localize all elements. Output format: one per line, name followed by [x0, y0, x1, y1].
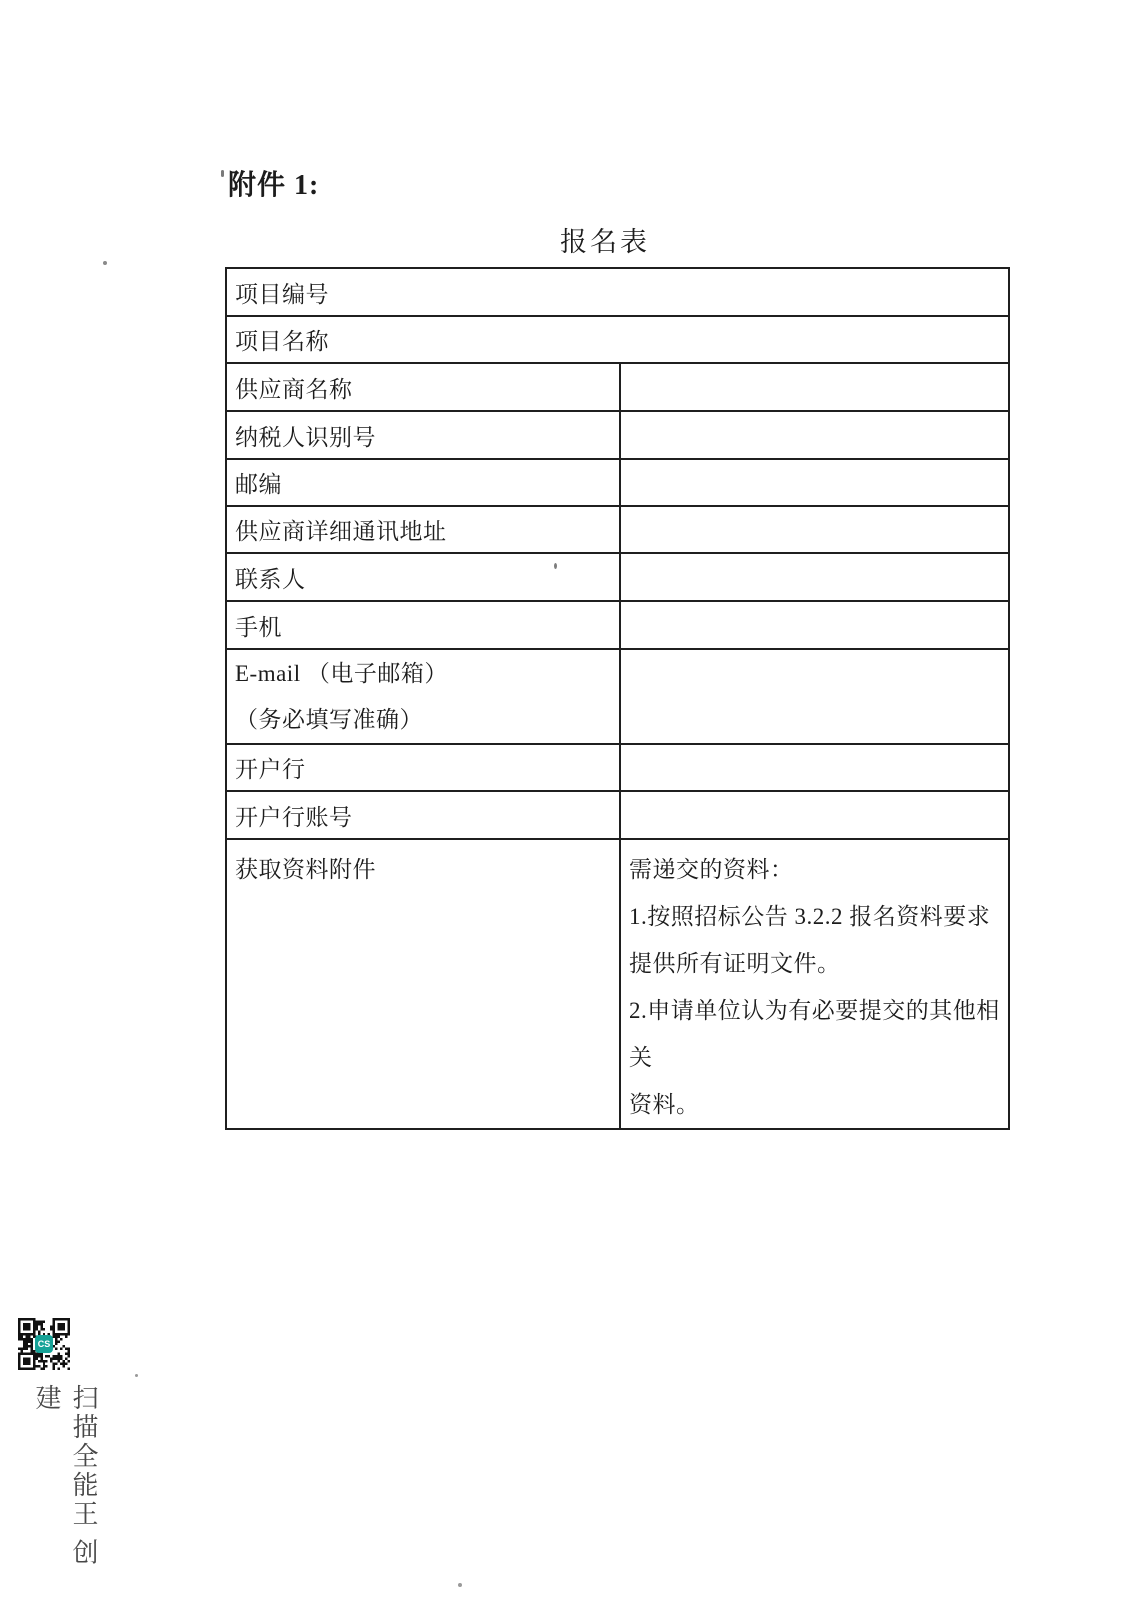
table-row: [226, 553, 1009, 601]
attachment-label: 附件 1:: [228, 170, 320, 201]
row-label: [226, 649, 620, 744]
table-row: [226, 363, 1009, 411]
row-label: 供应商详细通讯地址: [226, 506, 620, 553]
table-row: [226, 316, 1009, 363]
camscanner-caption: 扫描全能王 创建: [32, 1384, 98, 1568]
row-label: 纳税人识别号: [226, 411, 620, 459]
row-label: 开户行账号: [226, 791, 620, 839]
row-label: 供应商名称: [226, 363, 620, 411]
row-label: 联系人: [226, 553, 620, 601]
scan-artifact: [103, 261, 107, 265]
row-value-cell: [620, 459, 1009, 506]
row-value-cell: [620, 649, 1009, 744]
materials-line: 提供所有证明文件。: [629, 951, 841, 976]
materials-line: 2.申请单位认为有必要提交的其他相关: [629, 998, 1000, 1070]
scan-artifact: [135, 1374, 138, 1377]
scan-artifact: [554, 563, 557, 569]
row-label: [226, 839, 620, 1129]
attachment-materials-label: 获取资料附件: [235, 857, 376, 882]
row-value-cell: [620, 411, 1009, 459]
email-label-line2: （务必填写准确）: [235, 706, 423, 732]
table-row: [226, 459, 1009, 506]
table-row: [226, 791, 1009, 839]
row-value-cell: [620, 791, 1009, 839]
table-row: [226, 744, 1009, 791]
row-value-cell: [620, 553, 1009, 601]
table-row: [226, 506, 1009, 553]
page-title: 报名表: [560, 227, 650, 257]
registration-table: [225, 267, 1010, 1130]
camscanner-qr-code: [18, 1316, 70, 1372]
email-label-line1: E-mail （电子邮箱）: [235, 660, 448, 686]
table-row: [226, 839, 1009, 1129]
row-label: 邮编: [226, 459, 620, 506]
row-value-cell: [620, 363, 1009, 411]
materials-line: 1.按照招标公告 3.2.2 报名资料要求: [629, 904, 991, 929]
scan-artifact: [458, 1583, 462, 1587]
row-value-cell: [620, 744, 1009, 791]
table-row: [226, 601, 1009, 649]
row-value-cell: [620, 601, 1009, 649]
table-row: [226, 268, 1009, 316]
row-label: 项目编号: [226, 268, 1009, 316]
table-row: [226, 649, 1009, 744]
row-label: 开户行: [226, 744, 620, 791]
row-value-cell: [620, 506, 1009, 553]
row-label: 手机: [226, 601, 620, 649]
camscanner-logo-badge: CS: [35, 1335, 53, 1353]
required-materials-cell: [620, 839, 1009, 1129]
materials-line: 需递交的资料：: [629, 857, 794, 882]
row-label: 项目名称: [226, 316, 1009, 363]
table-row: [226, 411, 1009, 459]
scan-artifact: [221, 170, 224, 177]
materials-line: 资料。: [629, 1092, 700, 1117]
